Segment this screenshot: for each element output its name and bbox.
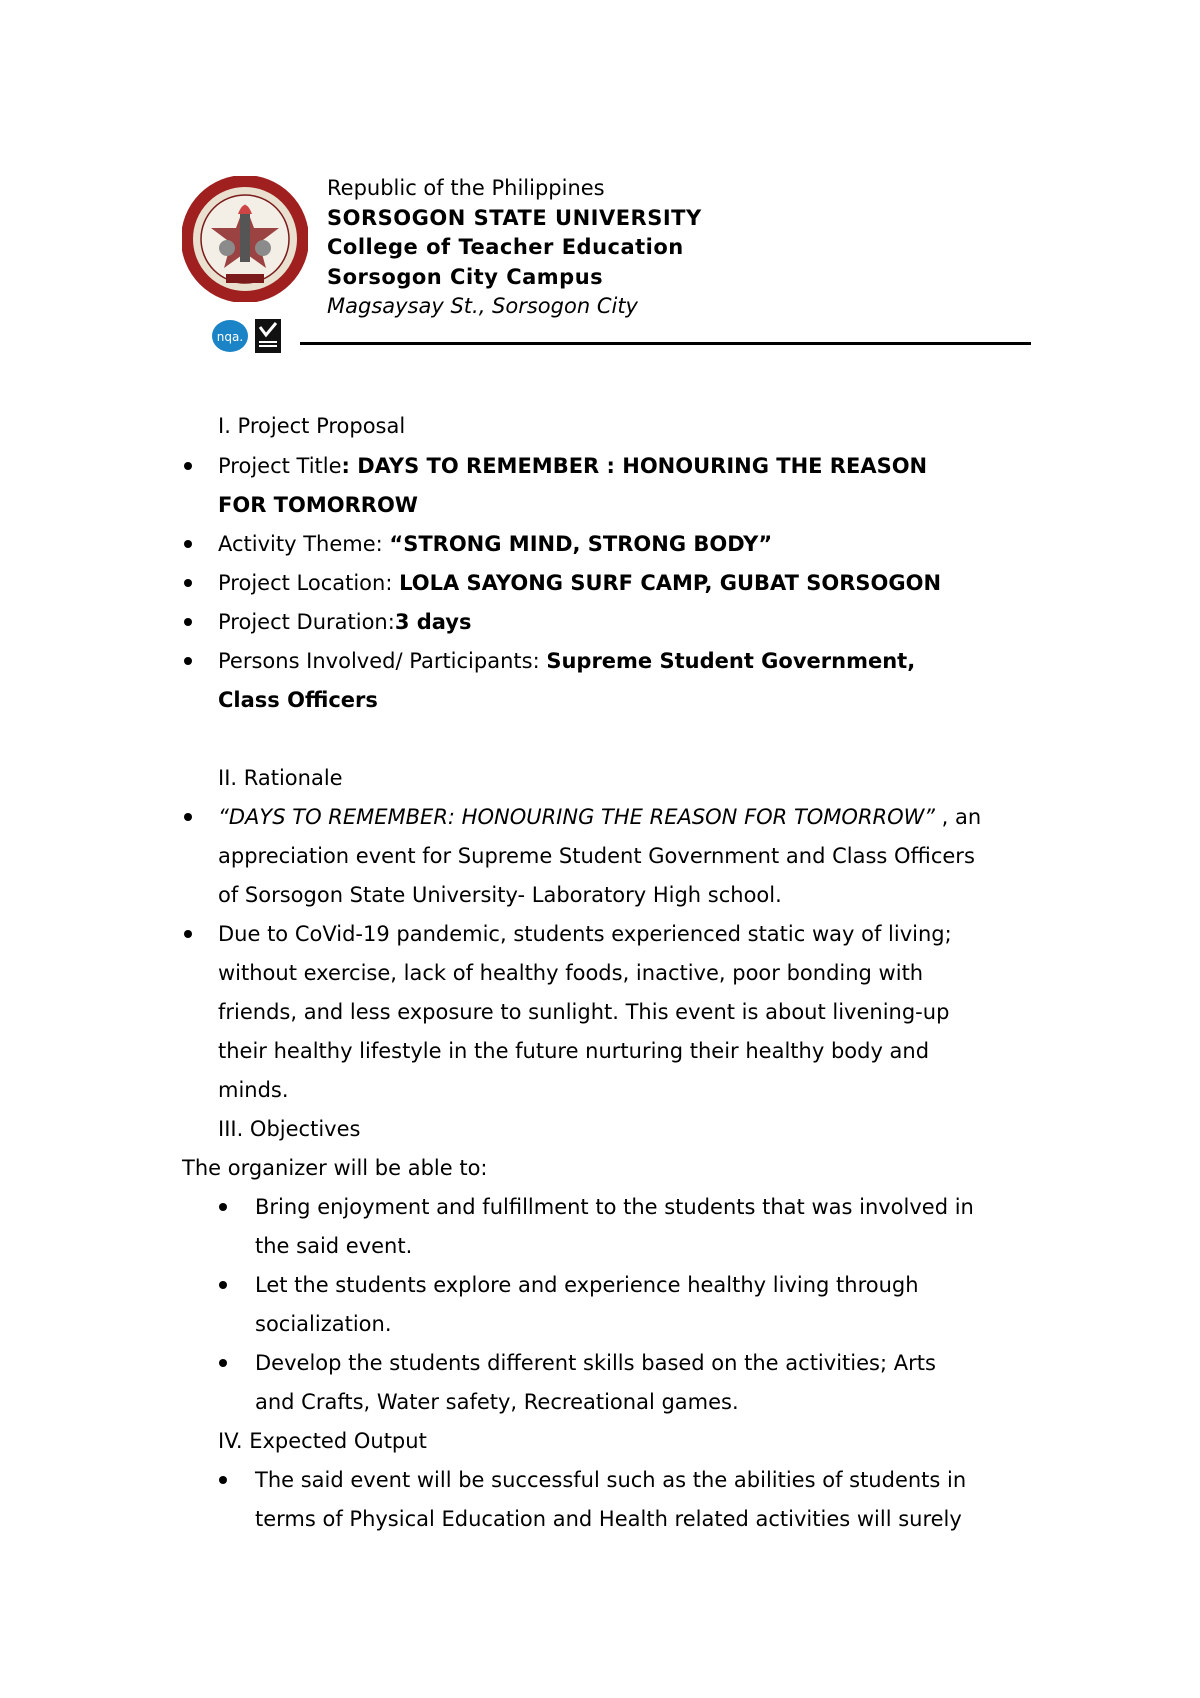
persons-involved-value-cont: Class Officers [218, 688, 378, 712]
project-location-label: Project Location: [218, 571, 400, 595]
bullet-marker [184, 462, 192, 470]
section-heading-expected-output: IV. Expected Output [218, 1429, 427, 1453]
rationale-p2-line4: their healthy lifestyle in the future nurturing their healthy body and [218, 1039, 930, 1063]
bullet-marker [184, 618, 192, 626]
rationale-p2-line5: minds. [218, 1078, 289, 1102]
letterhead-university: SORSOGON STATE UNIVERSITY [327, 205, 702, 230]
project-location-line [218, 570, 941, 596]
letterhead-college: College of Teacher Education [327, 235, 684, 259]
section-heading-objectives: III. Objectives [218, 1117, 361, 1141]
persons-involved-value: Supreme Student Government, [546, 649, 916, 673]
svg-text:nqa.: nqa. [216, 330, 244, 344]
university-seal-logo [182, 176, 308, 302]
objective-3-line1: Develop the students different skills based on the activities; Arts [255, 1351, 936, 1375]
project-location-value: LOLA SAYONG SURF CAMP, GUBAT SORSOGON [399, 571, 942, 595]
section-heading-rationale: II. Rationale [218, 766, 343, 790]
certification-badges [211, 318, 281, 354]
bullet-marker [184, 657, 192, 665]
expected-output-line2: terms of Physical Education and Health related activities will surely [255, 1507, 962, 1531]
project-title-label: Project Title [218, 454, 342, 478]
objective-1-line2: the said event. [255, 1234, 413, 1258]
objective-2-line2: socialization. [255, 1312, 392, 1336]
bullet-marker [219, 1476, 227, 1484]
rationale-p2-line3: friends, and less exposure to sunlight. This event is about livening-up [218, 1000, 950, 1024]
bullet-marker [184, 579, 192, 587]
rationale-p1-line2: appreciation event for Supreme Student Government and Class Officers [218, 844, 975, 868]
bullet-marker [219, 1203, 227, 1211]
activity-theme-line [218, 531, 772, 557]
project-duration-label: Project Duration: [218, 610, 395, 634]
bullet-marker [219, 1359, 227, 1367]
project-title-line [218, 453, 927, 479]
bullet-marker [184, 930, 192, 938]
objective-2-line1: Let the students explore and experience healthy living through [255, 1273, 919, 1297]
project-title-value: : DAYS TO REMEMBER : HONOURING THE REASON [341, 454, 928, 478]
letterhead-republic: Republic of the Philippines [327, 176, 605, 200]
project-duration-line [218, 609, 471, 635]
persons-involved-line [218, 648, 915, 674]
header-divider [300, 342, 1031, 345]
rationale-p1-line1 [218, 804, 981, 830]
rationale-p2-line2: without exercise, lack of healthy foods, inactive, poor bonding with [218, 961, 924, 985]
rationale-p1-rest: , an [934, 805, 982, 829]
bullet-marker [184, 540, 192, 548]
objective-3-line2: and Crafts, Water safety, Recreational games. [255, 1390, 739, 1414]
letterhead-campus: Sorsogon City Campus [327, 264, 604, 289]
rationale-p1-line3: of Sorsogon State University- Laboratory High school. [218, 883, 782, 907]
letterhead [327, 174, 702, 322]
persons-involved-label: Persons Involved/ Participants: [218, 649, 547, 673]
bullet-marker [184, 813, 192, 821]
rationale-p2-line1: Due to CoVid-19 pandemic, students experienced static way of living; [218, 922, 952, 946]
objectives-intro: The organizer will be able to: [182, 1156, 488, 1180]
section-heading-proposal: I. Project Proposal [218, 414, 406, 438]
expected-output-line1: The said event will be successful such as the abilities of students in [255, 1468, 967, 1492]
activity-theme-value: “STRONG MIND, STRONG BODY” [389, 532, 773, 556]
letterhead-address: Magsaysay St., Sorsogon City [327, 294, 638, 318]
nqa-certification-logo [211, 319, 249, 353]
activity-theme-label: Activity Theme: [218, 532, 390, 556]
bullet-marker [219, 1281, 227, 1289]
event-name-quote: “DAYS TO REMEMBER: HONOURING THE REASON FOR TOMORROW” [218, 805, 935, 829]
iso-certification-logo [255, 319, 281, 353]
objective-1-line1: Bring enjoyment and fulfillment to the students that was involved in [255, 1195, 974, 1219]
project-duration-value: 3 days [394, 610, 472, 634]
project-title-value-cont: FOR TOMORROW [218, 493, 418, 517]
